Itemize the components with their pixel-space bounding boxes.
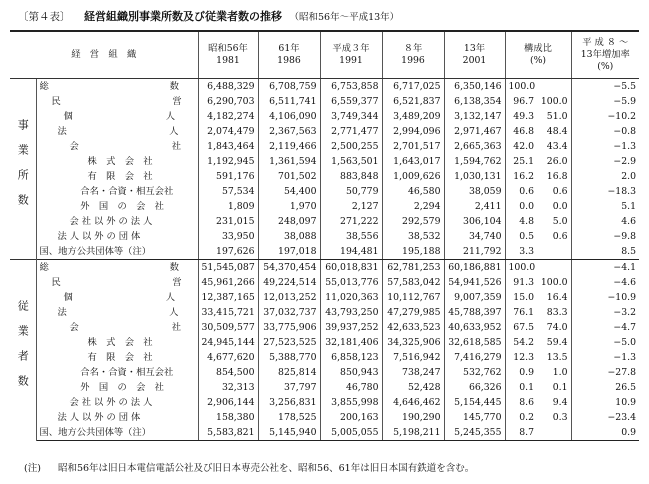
value-cell: 46,580: [382, 184, 444, 199]
share-cell: 83.3: [537, 305, 571, 320]
value-cell: 850,943: [320, 365, 382, 380]
value-cell: 2,294: [382, 199, 444, 214]
row-label-text: 総 数: [39, 262, 179, 273]
value-cell: 7,516,942: [382, 350, 444, 365]
header-year-1991: 平成３年 1991: [320, 31, 382, 79]
share-cell: 0.1: [537, 380, 571, 395]
value-cell: 145,770: [444, 410, 505, 425]
value-cell: 12,387,165: [198, 290, 258, 305]
value-cell: 6,290,703: [198, 94, 258, 109]
table-row: [10, 229, 639, 244]
table-row: [10, 79, 639, 95]
row-label: [36, 184, 198, 199]
value-cell: 2,119,466: [258, 139, 320, 154]
value-cell: 1,563,501: [320, 154, 382, 169]
value-cell: 3,749,344: [320, 109, 382, 124]
row-label-text: 有 限 会 社: [87, 352, 153, 363]
value-cell: 2,500,255: [320, 139, 382, 154]
rate-cell: 26.5: [615, 382, 636, 393]
value-cell: 2,411: [444, 199, 505, 214]
share-cell: 16.2: [513, 171, 534, 182]
row-label-text: 株 式 会 社: [87, 337, 153, 348]
table-row: [10, 199, 639, 214]
share-cell: 100.0: [537, 275, 571, 290]
table-number: 〔第４表〕: [18, 11, 71, 23]
value-cell: 9,007,359: [444, 290, 505, 305]
value-cell: 195,188: [382, 244, 444, 260]
value-cell: 54,370,454: [258, 260, 320, 276]
row-label: [36, 425, 198, 441]
row-label-text: 合名・合資・相互会社: [80, 367, 174, 378]
value-cell: 200,163: [320, 410, 382, 425]
table-row: [10, 154, 639, 169]
table-row: [10, 365, 639, 380]
table-row: [10, 275, 639, 290]
value-cell: 54,400: [258, 184, 320, 199]
value-cell: 3,489,209: [382, 109, 444, 124]
value-cell: 306,104: [444, 214, 505, 229]
rate-cell: −23.4: [607, 412, 636, 423]
row-label-text: 外 国 の 会 社: [80, 382, 164, 393]
value-cell: 2,701,517: [382, 139, 444, 154]
header-org: 経 営 組 織: [10, 31, 198, 79]
share-cell: 8.7: [505, 425, 537, 441]
value-cell: 33,775,906: [258, 320, 320, 335]
value-cell: 60,186,881: [444, 260, 505, 276]
rate-cell: −18.3: [607, 186, 636, 197]
value-cell: 27,523,525: [258, 335, 320, 350]
share-cell: 100.0: [505, 79, 537, 95]
value-cell: 211,792: [444, 244, 505, 260]
value-cell: 5,198,211: [382, 425, 444, 441]
table-row: [10, 244, 639, 260]
row-label-text: 会 社 以 外 の 法 人: [69, 397, 153, 408]
share-cell: [537, 260, 571, 276]
value-cell: 701,502: [258, 169, 320, 184]
value-cell: 5,145,940: [258, 425, 320, 441]
row-label-text: 法 人 以 外 の 団 体: [57, 231, 141, 242]
value-cell: 2,367,563: [258, 124, 320, 139]
row-label: [36, 139, 198, 154]
value-cell: 5,583,821: [198, 425, 258, 441]
value-cell: 49,224,514: [258, 275, 320, 290]
table-body: [10, 79, 639, 441]
header-year-1986: 61年 1986: [258, 31, 320, 79]
row-label: [36, 365, 198, 380]
share-cell: 100.0: [537, 94, 571, 109]
value-cell: 738,247: [382, 365, 444, 380]
value-cell: 591,176: [198, 169, 258, 184]
value-cell: 190,290: [382, 410, 444, 425]
value-cell: 38,556: [320, 229, 382, 244]
rate-cell: −3.2: [613, 307, 636, 318]
rate-cell: −4.7: [613, 322, 636, 333]
value-cell: 42,633,523: [382, 320, 444, 335]
value-cell: 1,009,626: [382, 169, 444, 184]
row-label: [36, 350, 198, 365]
share-cell: [537, 425, 571, 441]
share-cell: 16.4: [537, 290, 571, 305]
share-cell: 76.1: [513, 307, 534, 318]
value-cell: 271,222: [320, 214, 382, 229]
rate-cell: 8.5: [571, 244, 639, 260]
row-label: [36, 260, 198, 276]
table-row: [10, 290, 639, 305]
value-cell: 292,579: [382, 214, 444, 229]
table-row: [10, 305, 639, 320]
value-cell: 854,500: [198, 365, 258, 380]
rate-cell: −5.0: [613, 337, 636, 348]
table-row: [10, 320, 639, 335]
share-cell: 0.2: [519, 412, 534, 423]
share-cell: [537, 79, 571, 95]
rate-cell: −4.1: [571, 260, 639, 276]
row-label: [36, 290, 198, 305]
value-cell: 197,018: [258, 244, 320, 260]
rate-cell: 10.9: [615, 397, 636, 408]
row-label-text: 国、地方公共団体等（注）: [39, 246, 152, 257]
value-cell: 532,762: [444, 365, 505, 380]
row-label-text: 会 社: [69, 322, 182, 333]
table-row: [10, 410, 639, 425]
table-row: [10, 109, 639, 124]
share-cell: 67.5: [513, 322, 534, 333]
value-cell: 6,717,025: [382, 79, 444, 95]
value-cell: 1,361,594: [258, 154, 320, 169]
share-cell: 0.1: [519, 382, 534, 393]
row-label-text: 個 人: [63, 292, 176, 303]
table-row: [10, 139, 639, 154]
row-label: [36, 109, 198, 124]
value-cell: 32,181,406: [320, 335, 382, 350]
rate-cell: 5.1: [621, 201, 636, 212]
share-cell: 3.3: [505, 244, 537, 260]
rate-cell: −10.9: [607, 292, 636, 303]
row-label: [36, 320, 198, 335]
share-cell: 0.6: [519, 186, 534, 197]
value-cell: 46,780: [320, 380, 382, 395]
row-label: [36, 275, 198, 290]
share-cell: 0.5: [519, 231, 534, 242]
share-cell: 1.0: [537, 365, 571, 380]
statistics-table: [10, 30, 639, 441]
value-cell: 2,771,477: [320, 124, 382, 139]
share-cell: 0.9: [519, 367, 534, 378]
row-label-text: 国、地方公共団体等（注）: [39, 427, 152, 438]
value-cell: 2,665,363: [444, 139, 505, 154]
value-cell: 66,326: [444, 380, 505, 395]
share-cell: 42.0: [513, 141, 534, 152]
header-year-1981: 昭和56年 1981: [198, 31, 258, 79]
value-cell: 4,106,090: [258, 109, 320, 124]
rate-cell: 4.6: [621, 216, 636, 227]
value-cell: 825,814: [258, 365, 320, 380]
value-cell: 34,325,906: [382, 335, 444, 350]
value-cell: 1,192,945: [198, 154, 258, 169]
rate-cell: −9.8: [613, 231, 636, 242]
value-cell: 6,350,146: [444, 79, 505, 95]
share-cell: 48.4: [537, 124, 571, 139]
value-cell: 24,945,144: [198, 335, 258, 350]
footnote: [24, 460, 474, 474]
value-cell: 4,646,462: [382, 395, 444, 410]
value-cell: 194,481: [320, 244, 382, 260]
rate-cell: −1.3: [613, 352, 636, 363]
row-label-text: 有 限 会 社: [87, 171, 153, 182]
value-cell: 1,030,131: [444, 169, 505, 184]
value-cell: 12,013,252: [258, 290, 320, 305]
value-cell: 38,059: [444, 184, 505, 199]
value-cell: 883,848: [320, 169, 382, 184]
share-cell: 0.3: [537, 410, 571, 425]
table-row: [10, 260, 639, 276]
row-label-text: 会 社 以 外 の 法 人: [69, 216, 153, 227]
row-label: [36, 199, 198, 214]
row-label-text: 合名・合資・相互会社: [80, 186, 174, 197]
share-cell: 8.6: [519, 397, 534, 408]
share-cell: 13.5: [537, 350, 571, 365]
row-label: [36, 154, 198, 169]
value-cell: 2,127: [320, 199, 382, 214]
table-row: [10, 380, 639, 395]
header-year-2001: 13年 2001: [444, 31, 505, 79]
value-cell: 6,753,858: [320, 79, 382, 95]
header-share: 構成比 (%): [505, 31, 571, 79]
share-cell: 26.0: [537, 154, 571, 169]
value-cell: 7,416,279: [444, 350, 505, 365]
rate-cell: −0.8: [613, 126, 636, 137]
rate-cell: −5.9: [613, 96, 636, 107]
table-row: [10, 335, 639, 350]
share-cell: 54.2: [513, 337, 534, 348]
value-cell: 2,906,144: [198, 395, 258, 410]
value-cell: 33,950: [198, 229, 258, 244]
value-cell: 1,594,762: [444, 154, 505, 169]
footnote-text: 昭和56年は旧日本電信電話公社及び旧日本専売公社を、昭和56、61年は旧日本国有鉄道を含む。: [57, 463, 475, 474]
table-row: [10, 395, 639, 410]
value-cell: 30,509,577: [198, 320, 258, 335]
value-cell: 178,525: [258, 410, 320, 425]
table-row: [10, 214, 639, 229]
row-label-text: 株 式 会 社: [87, 156, 153, 167]
value-cell: 37,032,737: [258, 305, 320, 320]
row-label-text: 法 人: [57, 307, 179, 318]
row-label-text: 総 数: [39, 81, 179, 92]
share-cell: 91.3: [513, 277, 534, 288]
value-cell: 32,618,585: [444, 335, 505, 350]
value-cell: 33,415,721: [198, 305, 258, 320]
value-cell: 37,797: [258, 380, 320, 395]
row-label-text: 法 人: [57, 126, 179, 137]
value-cell: 38,532: [382, 229, 444, 244]
share-cell: 12.3: [513, 352, 534, 363]
share-cell: [537, 244, 571, 260]
table-row: [10, 169, 639, 184]
value-cell: 51,545,087: [198, 260, 258, 276]
header-rate: 平 成 ８ ～ 13年増加率 (%): [571, 31, 639, 79]
row-label: [36, 380, 198, 395]
share-cell: 15.0: [513, 292, 534, 303]
value-cell: 11,020,363: [320, 290, 382, 305]
value-cell: 1,809: [198, 199, 258, 214]
value-cell: 10,112,767: [382, 290, 444, 305]
row-label: [36, 214, 198, 229]
value-cell: 3,132,147: [444, 109, 505, 124]
share-cell: 0.0: [537, 199, 571, 214]
share-cell: 9.4: [537, 395, 571, 410]
share-cell: 0.6: [537, 229, 571, 244]
table-row: [10, 425, 639, 441]
value-cell: 38,088: [258, 229, 320, 244]
share-cell: 16.8: [537, 169, 571, 184]
share-cell: 0.0: [519, 201, 534, 212]
row-label-text: 会 社: [69, 141, 182, 152]
rate-cell: −10.2: [607, 111, 636, 122]
share-cell: 51.0: [537, 109, 571, 124]
value-cell: 6,138,354: [444, 94, 505, 109]
value-cell: 5,005,055: [320, 425, 382, 441]
value-cell: 57,583,042: [382, 275, 444, 290]
value-cell: 1,843,464: [198, 139, 258, 154]
share-cell: 0.6: [537, 184, 571, 199]
row-label-text: 法 人 以 外 の 団 体: [57, 412, 141, 423]
row-label-text: 外 国 の 会 社: [80, 201, 164, 212]
row-label: [36, 244, 198, 260]
value-cell: 2,971,467: [444, 124, 505, 139]
section-label: 事業所数: [10, 79, 36, 260]
row-label: [36, 229, 198, 244]
value-cell: 1,970: [258, 199, 320, 214]
value-cell: 6,858,123: [320, 350, 382, 365]
share-cell: 5.0: [537, 214, 571, 229]
value-cell: 34,740: [444, 229, 505, 244]
footnote-tag: (注): [24, 463, 41, 474]
share-cell: 43.4: [537, 139, 571, 154]
row-label: [36, 94, 198, 109]
value-cell: 3,256,831: [258, 395, 320, 410]
value-cell: 6,488,329: [198, 79, 258, 95]
row-label: [36, 79, 198, 95]
header-year-1996: ８年 1996: [382, 31, 444, 79]
value-cell: 32,313: [198, 380, 258, 395]
value-cell: 47,279,985: [382, 305, 444, 320]
row-label: [36, 305, 198, 320]
header-row: [10, 31, 639, 79]
table-title: [18, 8, 399, 24]
value-cell: 39,937,252: [320, 320, 382, 335]
value-cell: 5,154,445: [444, 395, 505, 410]
row-label: [36, 124, 198, 139]
rate-cell: −1.3: [613, 141, 636, 152]
rate-cell: −2.9: [613, 156, 636, 167]
table-row: [10, 350, 639, 365]
value-cell: 5,388,770: [258, 350, 320, 365]
section-label: 従業者数: [10, 260, 36, 441]
row-label: [36, 169, 198, 184]
row-label: [36, 395, 198, 410]
value-cell: 4,182,274: [198, 109, 258, 124]
share-cell: 96.7: [513, 96, 534, 107]
table-subtitle: （昭和56年～平成13年）: [289, 12, 400, 23]
table-row: [10, 124, 639, 139]
rate-cell: −27.8: [607, 367, 636, 378]
rate-cell: 2.0: [621, 171, 636, 182]
value-cell: 57,534: [198, 184, 258, 199]
share-cell: 4.8: [519, 216, 534, 227]
share-cell: 74.0: [537, 320, 571, 335]
row-label: [36, 410, 198, 425]
share-cell: 49.3: [513, 111, 534, 122]
value-cell: 2,994,096: [382, 124, 444, 139]
value-cell: 62,781,253: [382, 260, 444, 276]
table-row: [10, 184, 639, 199]
value-cell: 3,855,998: [320, 395, 382, 410]
share-cell: 59.4: [537, 335, 571, 350]
value-cell: 43,793,250: [320, 305, 382, 320]
value-cell: 54,941,526: [444, 275, 505, 290]
share-cell: 25.1: [513, 156, 534, 167]
value-cell: 6,559,377: [320, 94, 382, 109]
value-cell: 197,626: [198, 244, 258, 260]
value-cell: 50,779: [320, 184, 382, 199]
value-cell: 231,015: [198, 214, 258, 229]
value-cell: 4,677,620: [198, 350, 258, 365]
value-cell: 1,643,017: [382, 154, 444, 169]
share-cell: 46.8: [513, 126, 534, 137]
value-cell: 5,245,355: [444, 425, 505, 441]
value-cell: 55,013,776: [320, 275, 382, 290]
value-cell: 60,018,831: [320, 260, 382, 276]
value-cell: 6,521,837: [382, 94, 444, 109]
rate-cell: −5.5: [571, 79, 639, 95]
value-cell: 40,633,952: [444, 320, 505, 335]
value-cell: 45,788,397: [444, 305, 505, 320]
share-cell: 100.0: [505, 260, 537, 276]
table-row: [10, 94, 639, 109]
row-label-text: 民 営: [51, 277, 182, 288]
value-cell: 6,511,741: [258, 94, 320, 109]
value-cell: 2,074,479: [198, 124, 258, 139]
value-cell: 6,708,759: [258, 79, 320, 95]
rate-cell: −4.6: [613, 277, 636, 288]
row-label-text: 民 営: [51, 96, 182, 107]
table-main-title: 経営組織別事業所数及び従業者数の推移: [84, 10, 282, 23]
value-cell: 158,380: [198, 410, 258, 425]
rate-cell: 0.9: [571, 425, 639, 441]
row-label-text: 個 人: [63, 111, 176, 122]
value-cell: 248,097: [258, 214, 320, 229]
value-cell: 52,428: [382, 380, 444, 395]
value-cell: 45,961,266: [198, 275, 258, 290]
row-label: [36, 335, 198, 350]
